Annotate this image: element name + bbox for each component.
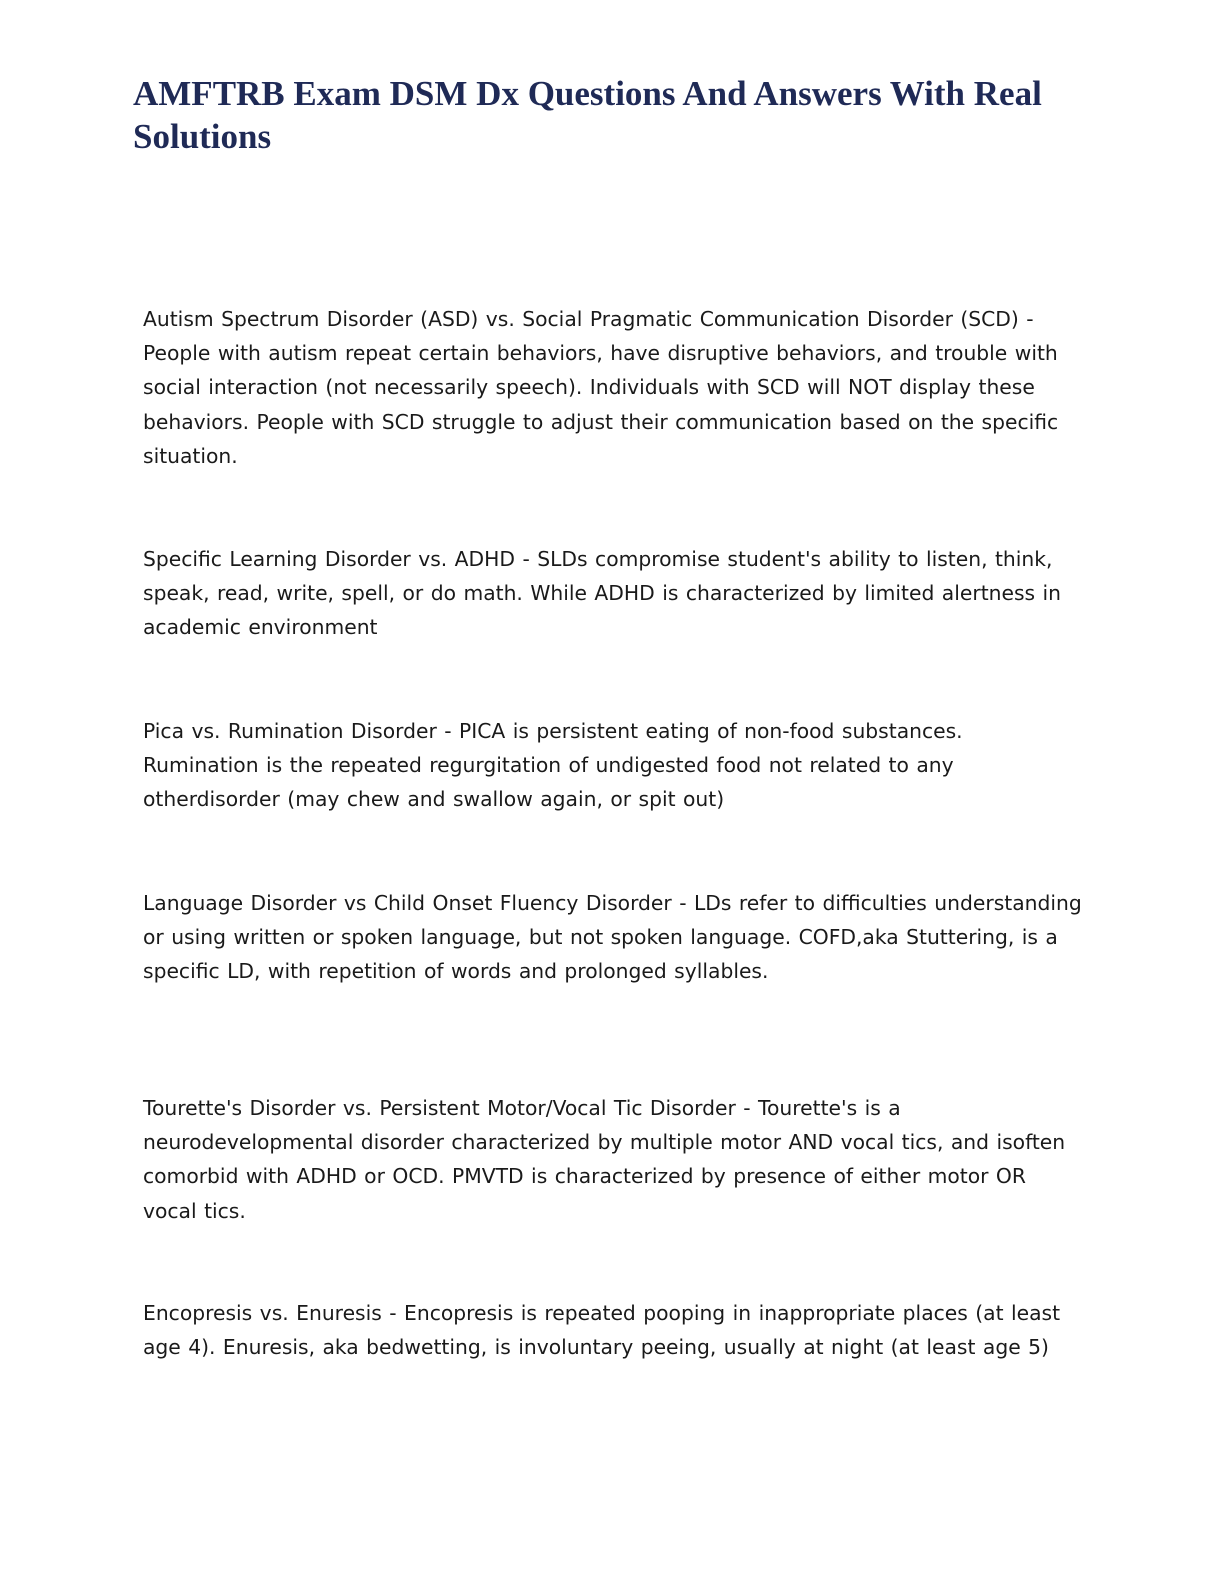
qa-entry-asd-vs-scd: Autism Spectrum Disorder (ASD) vs. Social Pragmatic Communication Disorder (SCD) - People with autism repeat certain behaviors, have disruptive behaviors, and trouble with social interaction (not necessarily speech). Individuals with SCD will NOT display these behaviors. People with SCD struggle to adjust their communication based on the specific situation.: [143, 307, 1059, 468]
qa-entry-sld-vs-adhd: Specific Learning Disorder vs. ADHD - SLDs compromise student's ability to listen, think, speak, read, write, spell, or do math. While ADHD is characterized by limited alertness in academic environment: [143, 547, 1062, 640]
qa-entry-pica-vs-rumination: Pica vs. Rumination Disorder - PICA is persistent eating of non-food substances. Rumination is the repeated regurgitation of undigested food not related to any otherdisorder (may chew and swallow again, or spit out): [143, 719, 963, 812]
qa-entry-tourettes-vs-tic: Tourette's Disorder vs. Persistent Motor/Vocal Tic Disorder - Tourette's is a neurodevelopmental disorder characterized by multiple motor AND vocal tics, and isoften comorbid with ADHD or OCD. PMVTD is characterized by presence of either motor OR vocal tics.: [143, 1096, 1066, 1223]
document-title: AMFTRB Exam DSM Dx Questions And Answers With Real Solutions: [133, 74, 1042, 156]
qa-entry-language-vs-fluency: Language Disorder vs Child Onset Fluency Disorder - LDs refer to difficulties understanding or using written or spoken language, but not spoken language. COFD,aka Stuttering, is a specific LD, with repetition of words and prolonged syllables.: [143, 891, 1082, 984]
qa-entry-encopresis-vs-enuresis: Encopresis vs. Enuresis - Encopresis is repeated pooping in inappropriate places (at least age 4). Enuresis, aka bedwetting, is involuntary peeing, usually at night (at least age 5): [143, 1301, 1061, 1360]
